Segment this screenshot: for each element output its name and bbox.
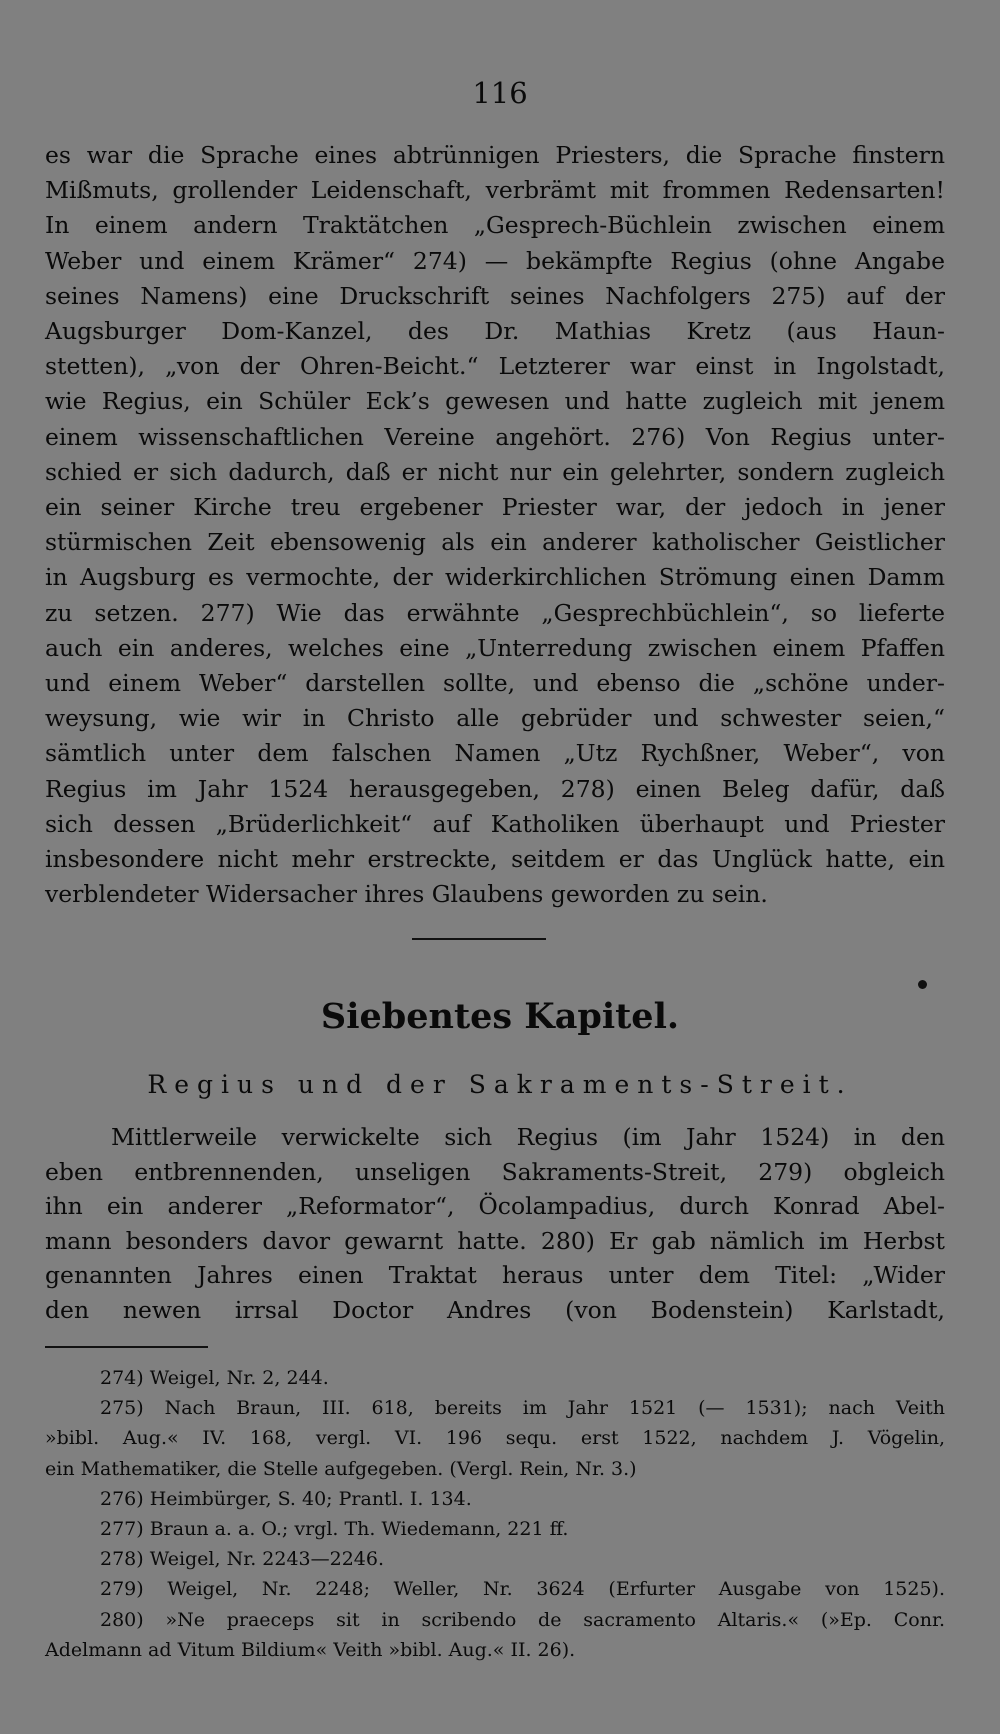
footnote-continuation: ein Mathematiker, die Stelle aufgegeben. (Vergl. Rein, Nr. 3.) bbox=[45, 1457, 637, 1480]
text-line: Mittlerweile verwickelte sich Regius (im Jahr 1524) in den bbox=[111, 1123, 945, 1151]
footnote-continuation: Adelmann ad Vitum Bildium« Veith »bibl. Aug.« II. 26). bbox=[45, 1638, 576, 1661]
text-line: den newen irrsal Doctor Andres (von Bodenstein) Karlstadt, bbox=[45, 1295, 945, 1324]
text-line: weysung, wie wir in Christo alle gebrüder und schwester seien,“ bbox=[45, 704, 945, 733]
text-line: es war die Sprache eines abtrünnigen Priesters, die Sprache finstern bbox=[45, 141, 945, 169]
text-line: insbesondere nicht mehr erstreckte, seitdem er das Unglück hatte, ein bbox=[45, 845, 945, 874]
footnote: 275) Nach Braun, III. 618, bereits im Jahr 1521 (— 1531); nach Veith bbox=[100, 1397, 945, 1420]
chapter-paragraph bbox=[45, 1120, 945, 1328]
footnote: 278) Weigel, Nr. 2243—2246. bbox=[100, 1548, 385, 1571]
text-line: wie Regius, ein Schüler Eck’s gewesen und hatte zugleich mit jenem bbox=[45, 387, 945, 416]
text-line: seines Namens) eine Druckschrift seines Nachfolgers 275) auf der bbox=[45, 281, 945, 310]
chapter-title: Siebentes Kapitel. bbox=[320, 996, 680, 1037]
footnote: 280) »Ne praeceps sit in scribendo de sacramento Altaris.« (»Ep. Conr. bbox=[100, 1608, 945, 1631]
text-line: Mißmuts, grollender Leidenschaft, verbrämt mit frommen Redensarten! bbox=[45, 176, 945, 205]
body-paragraph bbox=[45, 138, 945, 912]
footnote-rule bbox=[45, 1346, 208, 1348]
text-line: ihn ein anderer „Reformator“, Öcolampadius, durch Konrad Abel- bbox=[45, 1192, 945, 1221]
text-line: eben entbrennenden, unseligen Sakraments-Streit, 279) obgleich bbox=[45, 1157, 945, 1186]
ink-dot bbox=[918, 980, 927, 989]
page-number: 116 bbox=[472, 76, 528, 110]
text-line: auch ein anderes, welches eine „Unterredung zwischen einem Pfaffen bbox=[45, 633, 945, 662]
section-divider bbox=[412, 938, 546, 940]
footnote: 277) Braun a. a. O.; vrgl. Th. Wiedemann, 221 ff. bbox=[100, 1518, 569, 1541]
text-line: zu setzen. 277) Wie das erwähnte „Gesprechbüchlein“, so lieferte bbox=[45, 598, 945, 627]
text-line: in Augsburg es vermochte, der widerkirchlichen Strömung einen Damm bbox=[45, 563, 945, 592]
text-line: verblendeter Widersacher ihres Glaubens geworden zu sein. bbox=[45, 880, 768, 909]
text-line: sämtlich unter dem falschen Namen „Utz Rychßner, Weber“, von bbox=[45, 739, 945, 768]
footnote-continuation: »bibl. Aug.« IV. 168, vergl. VI. 196 sequ. erst 1522, nachdem J. Vögelin, bbox=[45, 1427, 945, 1450]
text-line: schied er sich dadurch, daß er nicht nur ein gelehrter, sondern zugleich bbox=[45, 457, 945, 486]
text-line: sich dessen „Brüderlichkeit“ auf Katholiken überhaupt und Priester bbox=[45, 809, 945, 838]
text-line: stetten), „von der Ohren-Beicht.“ Letzterer war einst in Ingolstadt, bbox=[45, 352, 945, 381]
footnotes bbox=[45, 1363, 945, 1665]
footnote: 279) Weigel, Nr. 2248; Weller, Nr. 3624 (Erfurter Ausgabe von 1525). bbox=[100, 1578, 945, 1601]
text-line: Weber und einem Krämer“ 274) — bekämpfte Regius (ohne Angabe bbox=[45, 246, 945, 275]
footnote: 276) Heimbürger, S. 40; Prantl. I. 134. bbox=[100, 1487, 472, 1510]
text-line: einem wissenschaftlichen Vereine angehört. 276) Von Regius unter- bbox=[45, 422, 945, 451]
text-line: und einem Weber“ darstellen sollte, und ebenso die „schöne under- bbox=[45, 669, 945, 698]
chapter-subtitle: Regius und der Sakraments-Streit. bbox=[147, 1070, 853, 1099]
text-line: genannten Jahres einen Traktat heraus unter dem Titel: „Wider bbox=[45, 1261, 945, 1290]
text-line: Augsburger Dom-Kanzel, des Dr. Mathias Kretz (aus Haun- bbox=[45, 317, 945, 346]
text-line: Regius im Jahr 1524 herausgegeben, 278) einen Beleg dafür, daß bbox=[45, 774, 945, 803]
text-line: mann besonders davor gewarnt hatte. 280) Er gab nämlich im Herbst bbox=[45, 1226, 945, 1255]
text-line: stürmischen Zeit ebensowenig als ein anderer katholischer Geistlicher bbox=[45, 528, 945, 557]
text-line: ein seiner Kirche treu ergebener Priester war, der jedoch in jener bbox=[45, 493, 945, 522]
text-line: In einem andern Traktätchen „Gesprech-Büchlein zwischen einem bbox=[45, 211, 945, 240]
footnote: 274) Weigel, Nr. 2, 244. bbox=[100, 1367, 329, 1389]
